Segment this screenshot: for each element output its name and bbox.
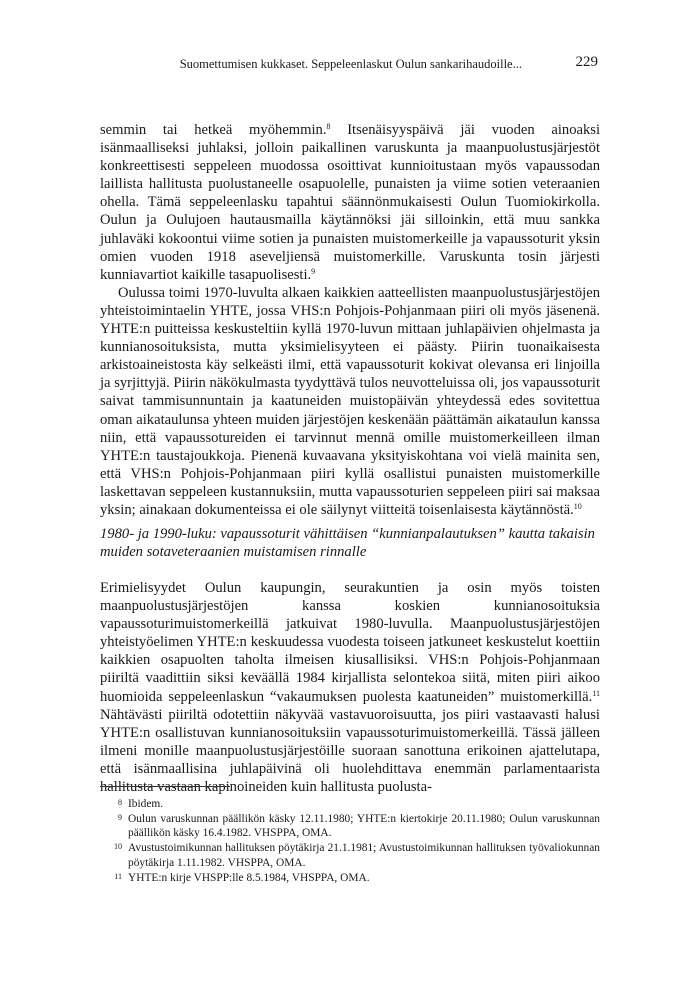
paragraph-2 (100, 284, 600, 519)
footnote-number: 9 (118, 812, 122, 822)
page-number: 229 (575, 54, 598, 70)
footnotes (100, 797, 600, 885)
paragraph-3 (100, 579, 600, 796)
footnote-ref: 10 (573, 501, 582, 511)
footnote-ref: 8 (326, 122, 331, 131)
footnote-ref: 9 (311, 266, 316, 276)
footnote-text: YHTE:n kirje VHSPP:lle 8.5.1984, VHSPPA, OMA. (128, 871, 370, 884)
paragraph-text: Nähtävästi piiriltä odotettiin näkyvää vastavuoroisuutta, jos piiri vastaavasti halusi YHTE:n osallistuvan kunnianosoituksiin vapaussoturimuistomerkeillä. Tässä jälleen ilmeni monille maanpuolustusjärjestöille suoraan sanottuna erikoinen ajattelutapa, että isänmaallisina juhlapäivinä oli huolehdittava enemmän parlamentaarista hallitusta vastaan kapinoineiden kuin hallitusta puolusta- (100, 706, 600, 796)
running-title: Suomettumisen kukkaset. Seppeleenlaskut Oulun sankarihaudoille... (179, 57, 522, 71)
footnote-text: Avustustoimikunnan hallituksen pöytäkirja 21.1.1981; Avustustoimikunnan hallituksen työvaliokunnan pöytäkirja 1.11.1982. VHSPPA, OMA. (128, 842, 600, 869)
footnote (100, 841, 600, 870)
paragraph-1 (100, 121, 600, 284)
footnote-rule (100, 786, 230, 787)
section-heading: 1980- ja 1990-luku: vapaussoturit vähittäisen “kunnianpalautuksen” kautta takaisin muiden sotaveteraanien muistamisen rinnalle (100, 526, 595, 561)
paragraph-text: Oulussa toimi 1970-luvulta alkaen kaikkien aatteellisten maanpuolustusjärjestöjen yhteistoimintaelin YHTE, jossa VHS:n Pohjois-Pohjanmaan piiri oli myös jäsenenä. YHTE:n puitteissa keskusteltiin kyllä 1970-luvun mittaan juhlapäivien ohjelmasta ja kunnianosoituksista, mutta yksimielisyyteen ei päästy. Piirin tuonaikaisesta arkistoaineistosta käy selkeästi ilmi, että vapaussoturit kokivat olevansa eri linjoilla ja syrjittyjä. Piirin näkökulmasta tyydyttävä tulos neuvotteluissa oli, jos vapaussoturit saivat tammisunnuntain ja kaatuneiden muistopäivän yhteydessä edes sovitettua oman aikataulunsa yhteen muiden järjestöjen keskenään päättämän aikataulun kanssa niin, että vapaussotureiden ei tarvinnut mennä omille muistomerkeilleen ilman YHTE:n taustajoukkoja. Pienenä kuvaavana yksityiskohtana voi vielä mainita sen, että VHS:n Pohjois-Pohjanmaan piiri kyllä osallistui punaisten muistomerkille laskettavan seppeleen kustannuksiin, mutta vapaussoturien seppeleen piiri sai maksaa yksin; ainakaan dokumenteissa ei ole säilynyt viitteitä toisenlaisesta käytännöstä. (100, 284, 600, 518)
body-text-bottom (100, 579, 600, 796)
running-head (100, 54, 600, 74)
footnote (100, 812, 600, 841)
footnote-number: 11 (114, 871, 122, 881)
paragraph-text: Itsenäisyyspäivä jäi vuoden ainoaksi isänmaalliseksi juhlaksi, jolloin paikallinen varuskunta ja maanpuolustusjärjestöt konkreettisesti seppeleen muodossa osoittivat kunnioitustaan myös vapaussodan laillista hallitusta puolustaneelle osapuolelle, punaisten ja viime sotien veteraanien ohella. Tämä seppeleenlasku tapahtui säännönmukaisesti Oulun Tuomiokirkolla. Oulun ja Oulujoen hautausmailla käytännöksi jäi silloinkin, että muu sankka juhlaväki kokoontui viime sotien ja punaisten muistomerkeille ja vapaussoturit yksin omien vuoden 1918 aseveljiensä muistomerkille. Varuskunta tosin järjesti kunniavartiot kaikille tasapuolisesti. (100, 122, 600, 283)
paragraph-text: semmin tai hetkeä myöhemmin. (100, 122, 327, 138)
footnote (100, 871, 600, 886)
footnote-ref: 11 (592, 688, 600, 698)
footnote-number: 8 (118, 798, 122, 807)
footnote (100, 797, 600, 812)
footnote-text: Ibidem. (128, 798, 164, 810)
footnote-number: 10 (114, 842, 122, 852)
paragraph-text: Erimielisyydet Oulun kaupungin, seurakuntien ja osin myös toisten maanpuolustusjärjestöjen kanssa koskien kunnianosoituksia vapaussoturimuistomerkeillä jatkuivat 1980-luvulla. Maanpuolustusjärjestöjen yhteistyöelimen YHTE:n keskuudessa vuodesta toiseen jatkuneet keskustelut koettiin kaikkien osapuolten taholta ilmeisen kiusallisiksi. VHS:n Pohjois-Pohjanmaan piiriltä vaadittiin siksi keväällä 1984 kirjallista selontekoa siitä, miten piiri aikoo huomioida seppeleenlaskun “vakaumuksen puolesta kaatuneiden” muistomerkillä. (100, 580, 600, 705)
body-text-top (100, 121, 600, 519)
footnote-text: Oulun varuskunnan päällikön käsky 12.11.1980; YHTE:n kiertokirje 20.11.1980; Oulun varuskunnan päällikön käsky 16.4.1982. VHSPPA, OMA. (128, 812, 600, 840)
